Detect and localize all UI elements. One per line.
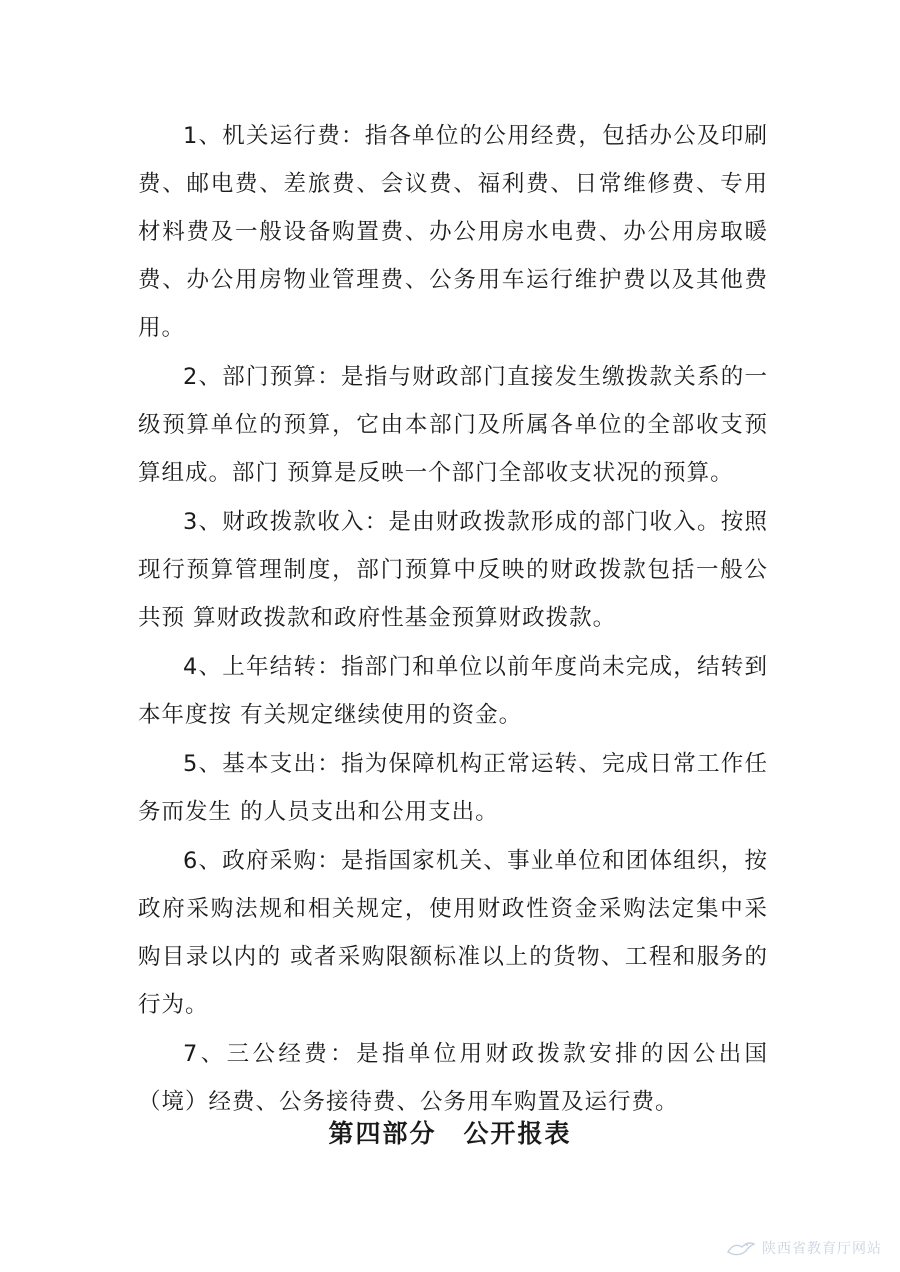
definition-paragraph-2: 2、部门预算：是指与财政部门直接发生缴拨款关系的一级预算单位的预算，它由本部门及所属各单位的全部收支预算组成。部门 预算是反映一个部门全部收支状况的预算。 — [138, 364, 768, 486]
definition-paragraph-7: 7、三公经费：是指单位用财政拨款安排的因公出国（境）经费、公务接待费、公务用车购置及运行费。 — [138, 1041, 768, 1115]
definition-paragraph-1: 1、机关运行费：指各单位的公用经费，包括办公及印刷费、邮电费、差旅费、会议费、福利费、日常维修费、专用材料费及一般设备购置费、办公用房水电费、办公用房取暖费、办公用房物业管理费、公务用车运行维护费以及其他费用。 — [138, 123, 768, 341]
definition-paragraph-4: 4、上年结转：指部门和单位以前年度尚未完成，结转到本年度按 有关规定继续使用的资金。 — [138, 654, 768, 728]
definition-paragraph-6: 6、政府采购：是指国家机关、事业单位和团体组织，按政府采购法规和相关规定，使用财政性资金采购法定集中采购目录以内的 或者采购限额标准以上的货物、工程和服务的行为。 — [138, 848, 768, 1018]
site-watermark — [726, 1238, 882, 1258]
watermark-text: 陕西省教育厅网站 — [762, 1241, 882, 1257]
definition-paragraph-3: 3、财政拨款收入：是由财政拨款形成的部门收入。按照现行预算管理制度，部门预算中反映的财政拨款包括一般公共预 算财政拨款和政府性基金预算财政拨款。 — [138, 509, 768, 631]
section-title: 第四部分 公开报表 — [328, 1119, 572, 1148]
document-body — [138, 112, 768, 1126]
definition-paragraph-5: 5、基本支出：指为保障机构正常运转、完成日常工作任务而发生 的人员支出和公用支出。 — [138, 751, 768, 825]
bird-logo-icon — [726, 1238, 756, 1258]
